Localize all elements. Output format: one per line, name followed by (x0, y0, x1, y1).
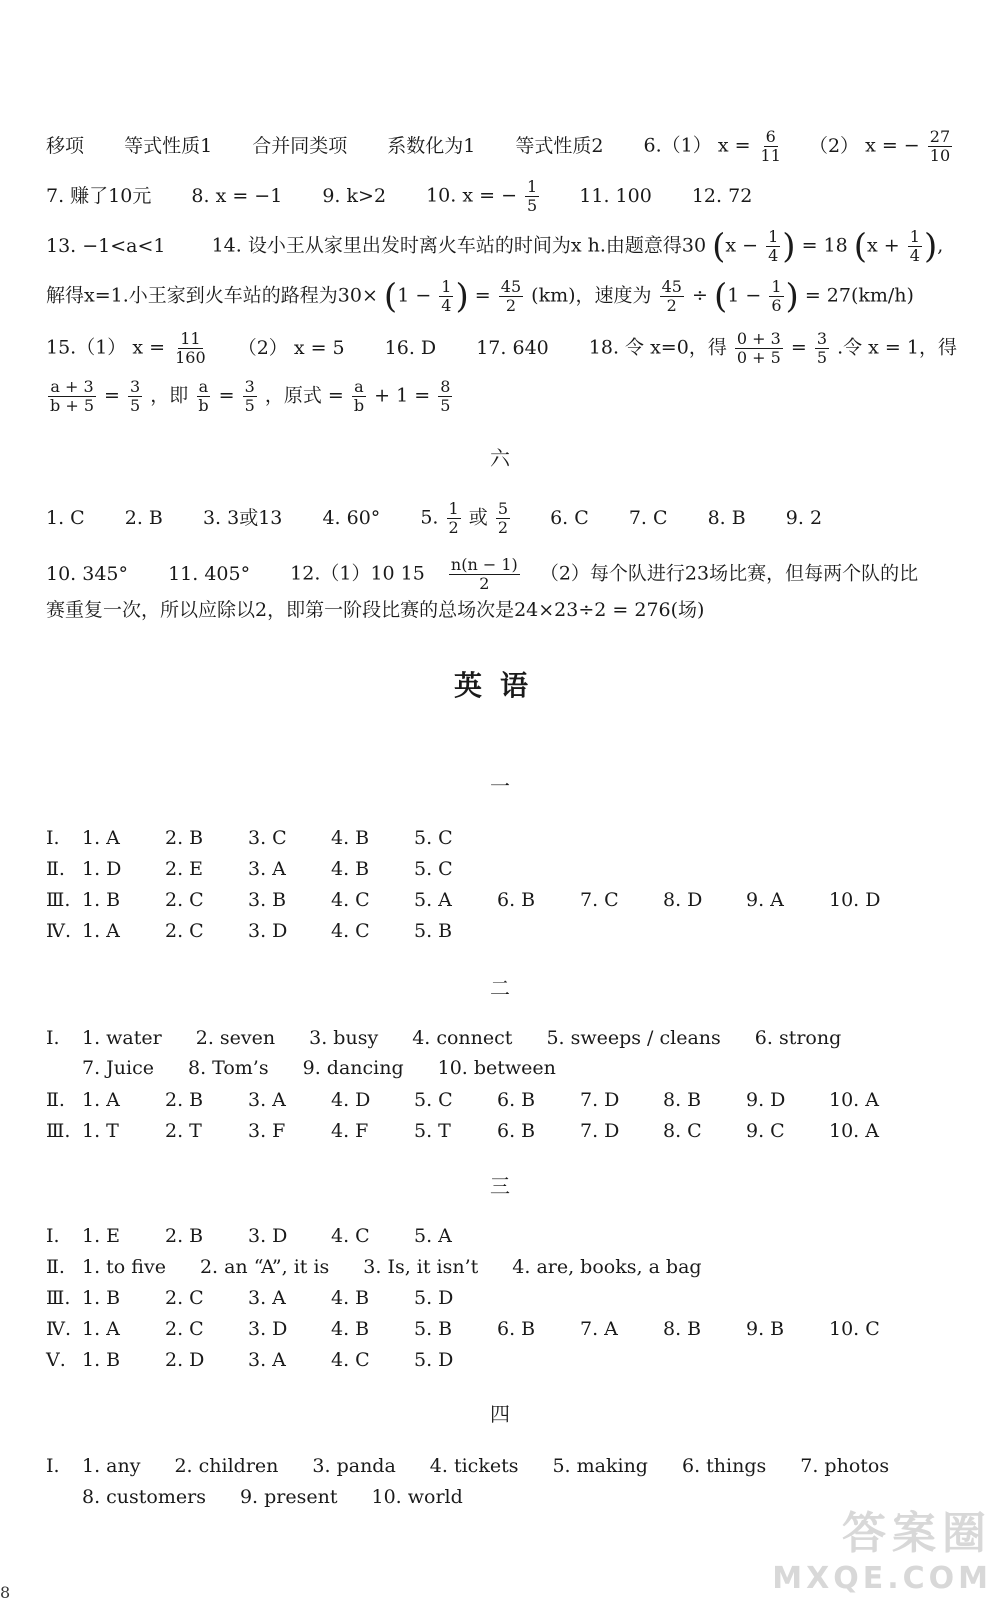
answer-item: 4. C (331, 1349, 370, 1371)
answer-text: 14. 设小王从家里出发时离火车站的时间为x h.由题意得30 (211, 234, 707, 257)
answer-item: （2） x = 5 (237, 336, 345, 359)
expr-text: 1 − (397, 284, 432, 307)
fraction: $\frac{11}{160}$ (175, 329, 206, 367)
answer-row (46, 1346, 970, 1374)
answer-item: 1. water (82, 1027, 162, 1049)
answer-item: 1. C (46, 506, 85, 529)
math-line-6 (46, 378, 970, 415)
paren-open: ( (712, 226, 726, 267)
answer-item: 11. 100 (579, 184, 652, 207)
answer-item: 5. (420, 506, 439, 529)
answer-item: 4. tickets (429, 1455, 519, 1477)
fraction: $\frac{6}{11}$ (760, 127, 781, 165)
answer-item: 1. any (82, 1455, 141, 1477)
answer-item: 9. D (746, 1089, 786, 1111)
answer-item: 4. B (331, 1318, 370, 1340)
answer-item: 4. B (331, 858, 370, 880)
answer-item: 1. A (82, 827, 120, 849)
answer-item: 4. F (331, 1120, 369, 1142)
math-line-5 (46, 330, 970, 367)
answer-item: 7. D (580, 1089, 620, 1111)
answer-item: 5. C (414, 858, 453, 880)
answer-item: 9. 2 (785, 506, 823, 529)
roman-numeral: Ⅲ. (46, 1287, 71, 1309)
answer-text: （2）每个队进行23场比赛，但每两个队的比 (539, 562, 919, 585)
expr-text: (km)，速度为 (531, 284, 652, 307)
answer-item: 3. A (248, 858, 286, 880)
fraction: $\frac{n(n - 1)}{2}$ (450, 555, 518, 593)
fraction: $\frac{5}{2}$ (497, 499, 509, 537)
answer-item: 4. connect (412, 1027, 513, 1049)
expr-text: .令 x = 1，得 (837, 336, 957, 359)
answer-item: 3. C (248, 827, 287, 849)
answer-item: 2. C (165, 920, 204, 942)
roman-numeral: Ⅳ. (46, 920, 72, 942)
answer-item: 7. Juice (82, 1057, 154, 1079)
answer-item: 3. D (248, 1318, 288, 1340)
answer-item: 3. panda (312, 1455, 396, 1477)
answer-item: 1. E (82, 1225, 121, 1247)
answer-item: 2. B (165, 827, 204, 849)
fraction: $\frac{1}{6}$ (771, 277, 782, 315)
math-line-1 (46, 128, 970, 165)
paren-close: ) (782, 226, 796, 267)
answer-item: 8. customers (82, 1486, 206, 1508)
expr-text: x − (725, 234, 759, 257)
fraction: $\frac{27}{10}$ (929, 127, 951, 165)
answer-item: 6. B (497, 1318, 536, 1340)
sec6-line-1 (46, 500, 970, 537)
roman-numeral: Ⅴ. (46, 1349, 66, 1371)
answer-item: 6. B (497, 889, 536, 911)
answer-item: 2. B (165, 1225, 204, 1247)
answer-item: 9. A (746, 889, 784, 911)
expr-text: = (474, 284, 491, 307)
answer-item: 10. 345° (46, 562, 129, 585)
expr-text: 1 − (727, 284, 762, 307)
answer-item: 7. D (580, 1120, 620, 1142)
answer-item: 4. C (331, 1225, 370, 1247)
answer-item: 1. to five (82, 1256, 166, 1278)
roman-numeral: Ⅲ. (46, 889, 71, 911)
answer-item: 4. B (331, 1287, 370, 1309)
answer-item: 3. A (248, 1287, 286, 1309)
answer-row (46, 1284, 970, 1312)
answer-item: 6. C (550, 506, 589, 529)
answer-item: 2. C (165, 1287, 204, 1309)
answer-row (82, 1054, 970, 1082)
expr-text: + 1 = (374, 384, 431, 407)
math-line-3 (46, 228, 970, 265)
answer-item: 10. world (371, 1486, 463, 1508)
expr-text: = 27(km/h) (804, 284, 914, 307)
math-line-4 (46, 278, 970, 315)
expr-text: x + (867, 234, 900, 257)
answer-item: 10. A (829, 1120, 879, 1142)
answer-item: 9. B (746, 1318, 785, 1340)
answer-row (46, 1315, 970, 1343)
fraction: $\frac{0 + 3}{0 + 5}$ (736, 329, 781, 367)
paren-open: ( (383, 276, 398, 317)
answer-row (46, 1024, 970, 1052)
expr-text: ÷ (691, 284, 708, 307)
section-heading: 一 (490, 774, 510, 798)
answer-item: 2. children (174, 1455, 279, 1477)
answer-item: 2. E (165, 858, 204, 880)
answer-item: 12. 72 (691, 184, 753, 207)
fraction: $\frac{8}{5}$ (440, 377, 451, 415)
answer-row (46, 855, 970, 883)
answer-item: 5. sweeps / cleans (546, 1027, 721, 1049)
answer-item: 3. F (248, 1120, 286, 1142)
answer-6-label: 6.（1） (643, 134, 712, 157)
roman-numeral: Ⅰ. (46, 1225, 60, 1247)
answer-item: 16. D (384, 336, 437, 359)
math-line-2 (46, 178, 970, 215)
answer-item: 4. are, books, a bag (512, 1256, 702, 1278)
answer-item: 10. D (829, 889, 881, 911)
fraction: $\frac{1}{5}$ (527, 177, 538, 215)
answer-text: 解得x=1.小王家到火车站的路程为30× (46, 284, 378, 307)
answer-item: 5. T (414, 1120, 451, 1142)
fraction: $\frac{3}{5}$ (816, 329, 828, 367)
answer-item: 5. B (414, 920, 453, 942)
answer-item: 8. B (663, 1318, 702, 1340)
answer-item: 10. C (829, 1318, 880, 1340)
answer-item: 5. C (414, 827, 453, 849)
answer-item: 9. C (746, 1120, 785, 1142)
answer-row (46, 1222, 970, 1250)
answer-item: 2. D (165, 1349, 205, 1371)
answer-item: 13. −1<a<1 (46, 234, 166, 257)
answer-item: 5. B (414, 1318, 453, 1340)
page-number: 8 (0, 1583, 11, 1602)
section-heading: 二 (490, 976, 510, 1000)
answer-item: 6. B (497, 1120, 536, 1142)
fraction: $\frac{a}{b}$ (198, 377, 209, 415)
fraction: $\frac{45}{2}$ (500, 277, 522, 315)
step-label: 合并同类项 (252, 134, 348, 157)
expr-text: = (104, 384, 120, 407)
answer-item: 17. 640 (476, 336, 549, 359)
answer-item: 2. B (124, 506, 163, 529)
answer-text: x = − (865, 134, 920, 157)
answer-item: 1. A (82, 920, 120, 942)
paren-close: ) (455, 276, 469, 317)
roman-numeral: Ⅰ. (46, 1455, 60, 1477)
answer-item: 1. T (82, 1120, 119, 1142)
expr-text: ，即 (150, 384, 189, 407)
answer-item: 2. T (165, 1120, 202, 1142)
answer-item: 9. present (239, 1486, 338, 1508)
answer-item: 7. 赚了10元 (46, 184, 152, 207)
section-heading: 三 (490, 1174, 510, 1198)
step-label: 等式性质1 (124, 134, 213, 157)
answer-item: 2. B (165, 1089, 204, 1111)
paren-close: ) (923, 226, 938, 267)
answer-item: 2. an “A”, it is (199, 1256, 330, 1278)
roman-numeral: Ⅳ. (46, 1318, 72, 1340)
answer-item: 3. D (248, 1225, 288, 1247)
answer-item: 4. D (331, 1089, 371, 1111)
answer-item: 8. D (663, 889, 703, 911)
answer-item: 6. things (681, 1455, 767, 1477)
answer-item: 1. A (82, 1089, 120, 1111)
answer-item: 1. D (82, 858, 122, 880)
answer-item: 9. k>2 (322, 184, 387, 207)
answer-item: 3. A (248, 1089, 286, 1111)
answer-item: 8. B (663, 1089, 702, 1111)
answer-item: 5. D (414, 1287, 454, 1309)
answer-item: 5. A (414, 889, 452, 911)
sec6-line-3: 赛重复一次，所以应除以2，即第一阶段比赛的总场次是24×23÷2 = 276(场) (46, 599, 705, 621)
answer-item: 7. C (580, 889, 619, 911)
section-heading: 四 (490, 1402, 510, 1426)
expr-text: = (218, 384, 235, 407)
answer-row (46, 824, 970, 852)
paren-close: ) (785, 276, 799, 317)
answer-item: 2. C (165, 889, 204, 911)
expr-text: = (790, 336, 807, 359)
section-heading: 六 (490, 446, 510, 470)
answer-item: 18. 令 x=0，得 (588, 336, 727, 359)
answer-row (46, 1117, 970, 1145)
roman-numeral: Ⅱ. (46, 858, 65, 880)
answer-item: 8. Tom’s (187, 1057, 269, 1079)
answer-item: 8. B (707, 506, 746, 529)
fraction: $\frac{1}{4}$ (441, 277, 452, 315)
answer-item: 1. A (82, 1318, 120, 1340)
answer-row (46, 1086, 970, 1114)
answer-item: 1. B (82, 1287, 121, 1309)
answer-item: 5. making (552, 1455, 648, 1477)
roman-numeral: Ⅲ. (46, 1120, 71, 1142)
fraction: $\frac{3}{5}$ (130, 377, 141, 415)
answer-item: 2. C (165, 1318, 204, 1340)
step-label: 移项 (46, 134, 85, 157)
roman-numeral: Ⅰ. (46, 1027, 60, 1049)
step-label: 等式性质2 (515, 134, 604, 157)
answer-row (46, 1452, 970, 1480)
answer-item: 6. B (497, 1089, 536, 1111)
answer-item: 3. Is, it isn’t (363, 1256, 479, 1278)
answer-item: 4. C (331, 920, 370, 942)
answer-item: 5. C (414, 1089, 453, 1111)
answer-item: 7. C (628, 506, 668, 529)
answer-item: 1. B (82, 1349, 121, 1371)
answer-item: 2. seven (195, 1027, 276, 1049)
answer-row (46, 886, 970, 914)
roman-numeral: Ⅱ. (46, 1256, 65, 1278)
answer-item: 7. A (580, 1318, 618, 1340)
answer-item: 6. strong (754, 1027, 842, 1049)
expr-text: , (937, 234, 944, 257)
step-label: 系数化为1 (387, 134, 476, 157)
answer-item: 5. D (414, 1349, 454, 1371)
answer-item: 10. between (437, 1057, 556, 1079)
answer-item: 3. B (248, 889, 287, 911)
fraction: $\frac{a + 3}{b + 5}$ (50, 377, 94, 415)
answer-item: 5. A (414, 1225, 452, 1247)
paren-open: ( (713, 276, 728, 317)
watermark-logo: 答案圈 MXQE.COM (772, 1508, 992, 1596)
fraction: $\frac{1}{2}$ (448, 499, 459, 537)
answer-text: x = (717, 134, 751, 157)
fraction: $\frac{45}{2}$ (661, 277, 682, 315)
answer-item: 3. 3或13 (202, 506, 283, 529)
subject-title: 英语 (453, 669, 546, 702)
answer-row (46, 917, 970, 945)
answer-item: 8. x = −1 (191, 184, 283, 207)
answer-item: 4. C (331, 889, 370, 911)
answer-item: 3. A (248, 1349, 286, 1371)
roman-numeral: Ⅱ. (46, 1089, 65, 1111)
answer-item: 3. D (248, 920, 288, 942)
paren-open: ( (853, 226, 868, 267)
answer-item: 1. B (82, 889, 121, 911)
answer-item: 9. dancing (302, 1057, 404, 1079)
expr-text: ，原式 = (264, 384, 344, 407)
answer-row (46, 1253, 970, 1281)
fraction: $\frac{3}{5}$ (244, 377, 255, 415)
expr-text: x = (132, 336, 166, 359)
answer-item: 11. 405° (168, 562, 251, 585)
roman-numeral: Ⅰ. (46, 827, 60, 849)
answer-item: 7. photos (800, 1455, 890, 1477)
answer-item: 8. C (663, 1120, 702, 1142)
sec6-line-2 (46, 556, 970, 593)
answer-item: 10. A (829, 1089, 879, 1111)
fraction: $\frac{1}{4}$ (909, 227, 920, 265)
answer-item: 3. busy (309, 1027, 379, 1049)
answer-item: 4. 60° (322, 506, 381, 529)
expr-text: = 18 (801, 234, 848, 257)
answer-item: 12.（1）10 15 (290, 562, 425, 585)
answer-6b-label: （2） (808, 134, 860, 157)
answer-item: 4. B (331, 827, 370, 849)
answer-item: 15.（1） (46, 336, 127, 359)
fraction: $\frac{a}{b}$ (353, 377, 365, 415)
answer-item: 10. x = − (426, 184, 517, 207)
expr-text: 或 (468, 506, 488, 529)
fraction: $\frac{1}{4}$ (768, 227, 779, 265)
